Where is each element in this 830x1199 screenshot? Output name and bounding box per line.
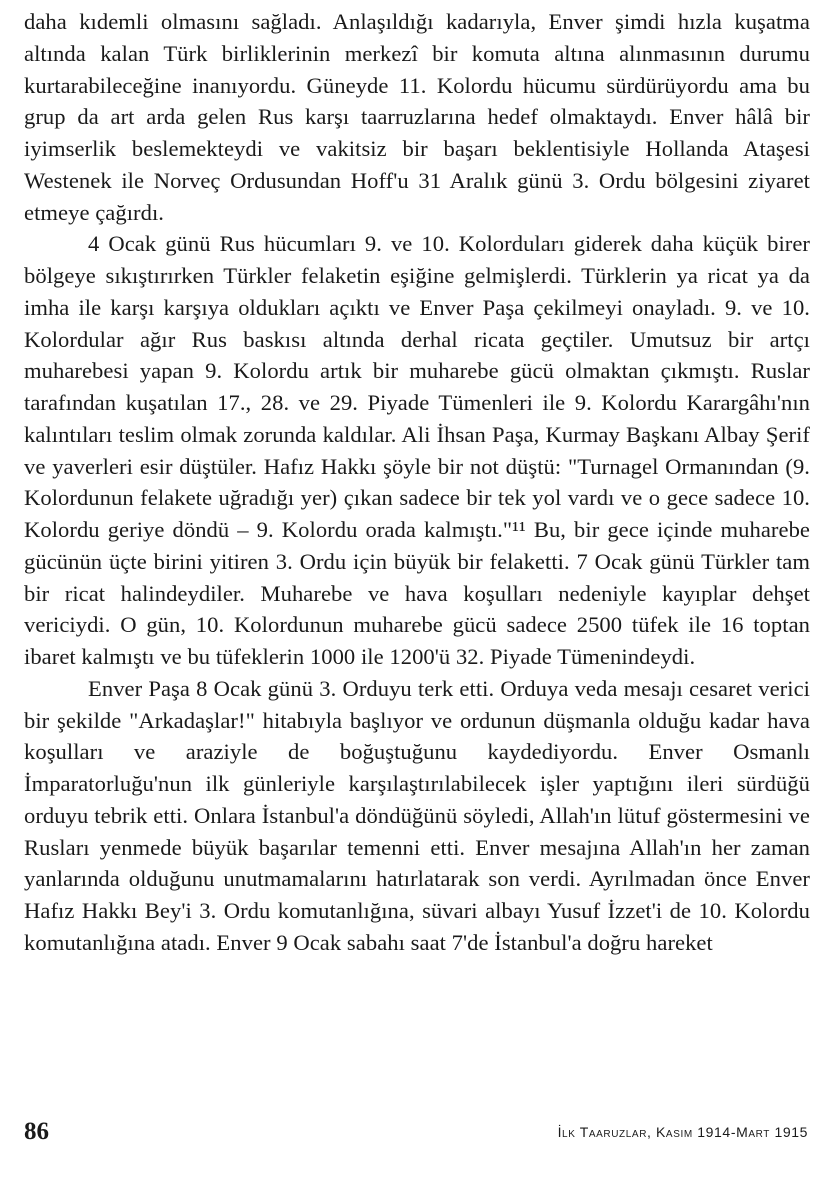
paragraph: daha kıdemli olmasını sağladı. Anlaşıldığı kadarıyla, Enver şimdi hızla kuşatma altında kalan Türk birliklerinin merkezî bir komuta altına alınmasının durumu kurtarabileceğine inanıyordu. Güneyde 11. Kolordu hücumu sürdürüyordu ama bu grup da art arda gelen Rus karşı taarruzlarına hedef olmaktaydı. Enver hâlâ bir iyimserlik beslemekteydi ve vakitsiz bir başarı beklentisiyle Hollanda Ataşesi Westenek ile Norveç Ordusundan Hoff'u 31 Aralık günü 3. Ordu bölgesini ziyaret etmeye çağırdı.	[24, 9, 810, 225]
body-text	[24, 6, 810, 959]
paragraph: 4 Ocak günü Rus hücumları 9. ve 10. Kolorduları giderek daha küçük birer bölgeye sıkıştırırken Türkler felaketin eşiğine gelmişlerdi. Türklerin ya ricat ya da imha ile karşı karşıya oldukları açıktı ve Enver Paşa çekilmeyi onayladı. 9. ve 10. Kolordular ağır Rus baskısı altında derhal ricata geçtiler. Umutsuz bir artçı muharebesi yapan 9. Kolordu artık bir muharebe gücü olmaktan çıkmıştı. Ruslar tarafından kuşatılan 17., 28. ve 29. Piyade Tümenleri ile 9. Kolordu Karargâhı'nın kalıntıları teslim olmak zorunda kaldılar. Ali İhsan Paşa, Kurmay Başkanı Albay Şerif ve yaverleri esir düştüler. Hafız Hakkı şöyle bir not düştü: "Turnagel Ormanından (9. Kolordunun felakete uğradığı yer) çıkan sadece bir tek yol vardı ve o gece sadece 10. Kolordu geriye döndü – 9. Kolordu orada kalmıştı."¹¹ Bu, bir gece içinde muharebe gücünün üçte birini yitiren 3. Ordu için büyük bir felaketti. 7 Ocak günü Türkler tam bir ricat halindeydiler. Muharebe ve hava koşulları nedeniyle kayıplar dehşet vericiydi. O gün, 10. Kolordunun muharebe gücü sadece 2500 tüfek ile 16 toptan ibaret kalmıştı ve bu tüfeklerin 1000 ile 1200'ü 32. Piyade Tümenindeydi.	[24, 231, 810, 669]
page-footer	[24, 1112, 808, 1152]
running-title: İlk Taaruzlar, Kasım 1914-Mart 1915	[557, 1124, 808, 1140]
page-body	[24, 6, 810, 959]
paragraph: Enver Paşa 8 Ocak günü 3. Orduyu terk etti. Orduya veda mesajı cesaret verici bir şekilde "Arkadaşlar!" hitabıyla başlıyor ve ordunun düşmanla olduğu kadar hava koşulları ve araziyle de boğuştuğunu kaydediyordu. Enver Osmanlı İmparatorluğu'nun ilk günleriyle karşılaştırılabilecek işler yaptığını ileri sürdüğü orduyu tebrik etti. Onlara İstanbul'a döndüğünü söyledi, Allah'ın lütuf göstermesini ve Rusları yenmede büyük başarılar temenni etti. Enver mesajına Allah'ın her zaman yanlarında olduğunu unutmamalarını hatırlatarak son verdi. Ayrılmadan önce Enver Hafız Hakkı Bey'i 3. Ordu komutanlığına, süvari albayı Yusuf İzzet'i de 10. Kolordu komutanlığına atadı. Enver 9 Ocak sabahı saat 7'de İstanbul'a doğru hareket	[24, 675, 810, 955]
page-number: 86	[24, 1118, 49, 1145]
